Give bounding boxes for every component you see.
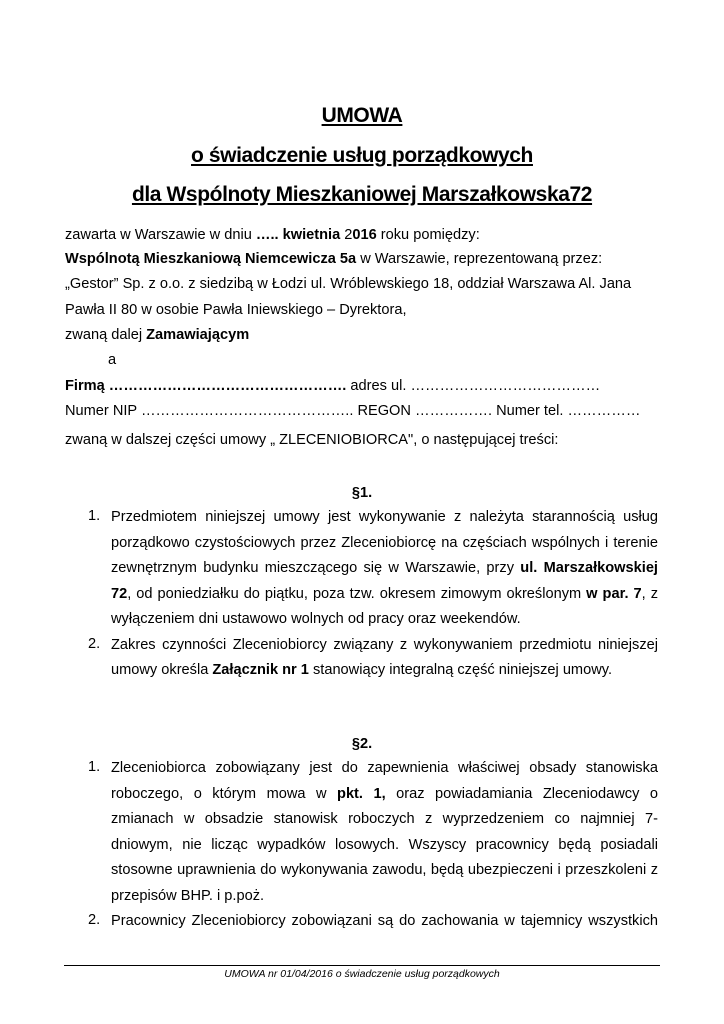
section-1-list — [88, 505, 658, 684]
s1-i2-text-a: Zakres czynności Zleceniobiorcy związany z wykonywaniem przedmiotu niniejszej umowy określa — [111, 636, 658, 678]
party1-role: Zamawiającym — [146, 327, 250, 343]
intro-line-party1 — [65, 250, 602, 268]
list-item-number: 1. — [88, 508, 101, 524]
s1-i1-text-a: Przedmiotem niniejszej umowy jest wykonywanie z należyta starannością usług porządkowo czystościowych przez Zleceniobiorcę na częściach wspólnych i terenie zewnętrznym budynku mieszczącego się w Warszawie, przy — [111, 509, 658, 576]
intro-date-suffix: roku pomiędzy: — [376, 227, 480, 243]
s1-i2-attachment: Załącznik nr 1 — [212, 662, 309, 678]
section-1-item-1 — [88, 505, 658, 633]
list-item-text — [111, 505, 658, 633]
intro-line-date — [65, 226, 480, 244]
footer-divider — [64, 965, 660, 966]
section-1-item-2 — [88, 633, 658, 684]
s1-i1-text-c: , z wyłączeniem dni ustawowo wolnych od pracy oraz weekendów. — [111, 585, 658, 627]
party1-name: Wspólnotą Mieszkaniową Niemcewicza 5a — [65, 251, 357, 267]
section-2-item-1 — [88, 756, 658, 909]
party2-address: adres ul. ………………………………… — [346, 378, 601, 394]
s2-i1-text-b: oraz powiadamiania Zleceniodawcy o zmianach w obsadzie stanowisk roboczych z wyprzedzeniem co najmniej 7-dniowym, nie licząc wypadków losowych. Wszyscy pracownicy będą posiadali stosowne uprawnienia do wykonywania zawodu, będą ubezpieczeni i przeszkoleni z przepisów BHP. i p.poż. — [111, 785, 658, 904]
list-item-number: 2. — [88, 912, 101, 928]
document-title: UMOWA — [321, 104, 403, 127]
list-item-number: 1. — [88, 759, 101, 775]
intro-line-party1-role — [65, 326, 249, 344]
party2-company: Firmą …………………………………………. — [65, 378, 347, 394]
s2-i1-point-ref: pkt. 1, — [337, 785, 386, 802]
section-2-item-2 — [88, 909, 658, 935]
section-2-list — [88, 756, 658, 935]
s1-i2-text-b: stanowiący integralną część niniejszej umowy. — [308, 662, 613, 678]
s1-i1-street: ul. Marszałkowskiej 72 — [111, 560, 658, 602]
intro-line-representative: „Gestor” Sp. z o.o. z siedzibą w Łodzi ul. Wróblewskiego 18, oddział Warszawa Al. Jana — [65, 276, 632, 292]
intro-date-year-start: 2 — [340, 227, 353, 243]
intro-line-and: a — [108, 352, 117, 368]
intro-line-party2 — [65, 377, 600, 395]
document-subtitle: o świadczenie usług porządkowych — [191, 144, 533, 167]
s2-i1-text-a: Zleceniobiorca zobowiązany jest do zapewnienia właściwej obsady stanowiska roboczego, o którym mowa w — [111, 760, 658, 802]
list-item-text — [111, 756, 658, 909]
page-footer: UMOWA nr 01/04/2016 o świadczenie usług porządkowych — [224, 968, 500, 980]
intro-line-identifiers: Numer NIP …………………………………….. REGON ……………. Numer tel. …………… — [65, 403, 641, 419]
intro-date-prefix: zawarta w Warszawie w dniu — [65, 227, 256, 243]
section-1-heading: §1. — [351, 485, 373, 501]
intro-line-representative-cont: Pawła II 80 w osobie Pawła Iniewskiego – Dyrektora, — [65, 302, 407, 318]
party1-location: w Warszawie, reprezentowaną przez: — [356, 251, 603, 267]
section-2-heading: §2. — [351, 736, 373, 752]
list-item-text: Pracownicy Zleceniobiorcy zobowiązani są do zachowania w tajemnicy wszystkich — [111, 913, 658, 929]
intro-date-month: ….. kwietnia — [255, 227, 341, 243]
list-item-number: 2. — [88, 635, 101, 652]
document-subtitle-community: dla Wspólnoty Mieszkaniowej Marszałkowska72 — [131, 183, 593, 206]
list-item-text — [111, 633, 658, 684]
s1-i1-paragraph-ref: w par. 7 — [586, 585, 642, 602]
intro-line-party2-role: zwaną w dalszej części umowy „ ZLECENIOBIORCA", o następującej treści: — [65, 432, 559, 448]
party1-role-prefix: zwaną dalej — [65, 327, 147, 343]
s1-i1-text-b: , od poniedziałku do piątku, poza tzw. okresem zimowym określonym — [127, 585, 587, 602]
intro-date-year-end: 016 — [352, 227, 377, 243]
